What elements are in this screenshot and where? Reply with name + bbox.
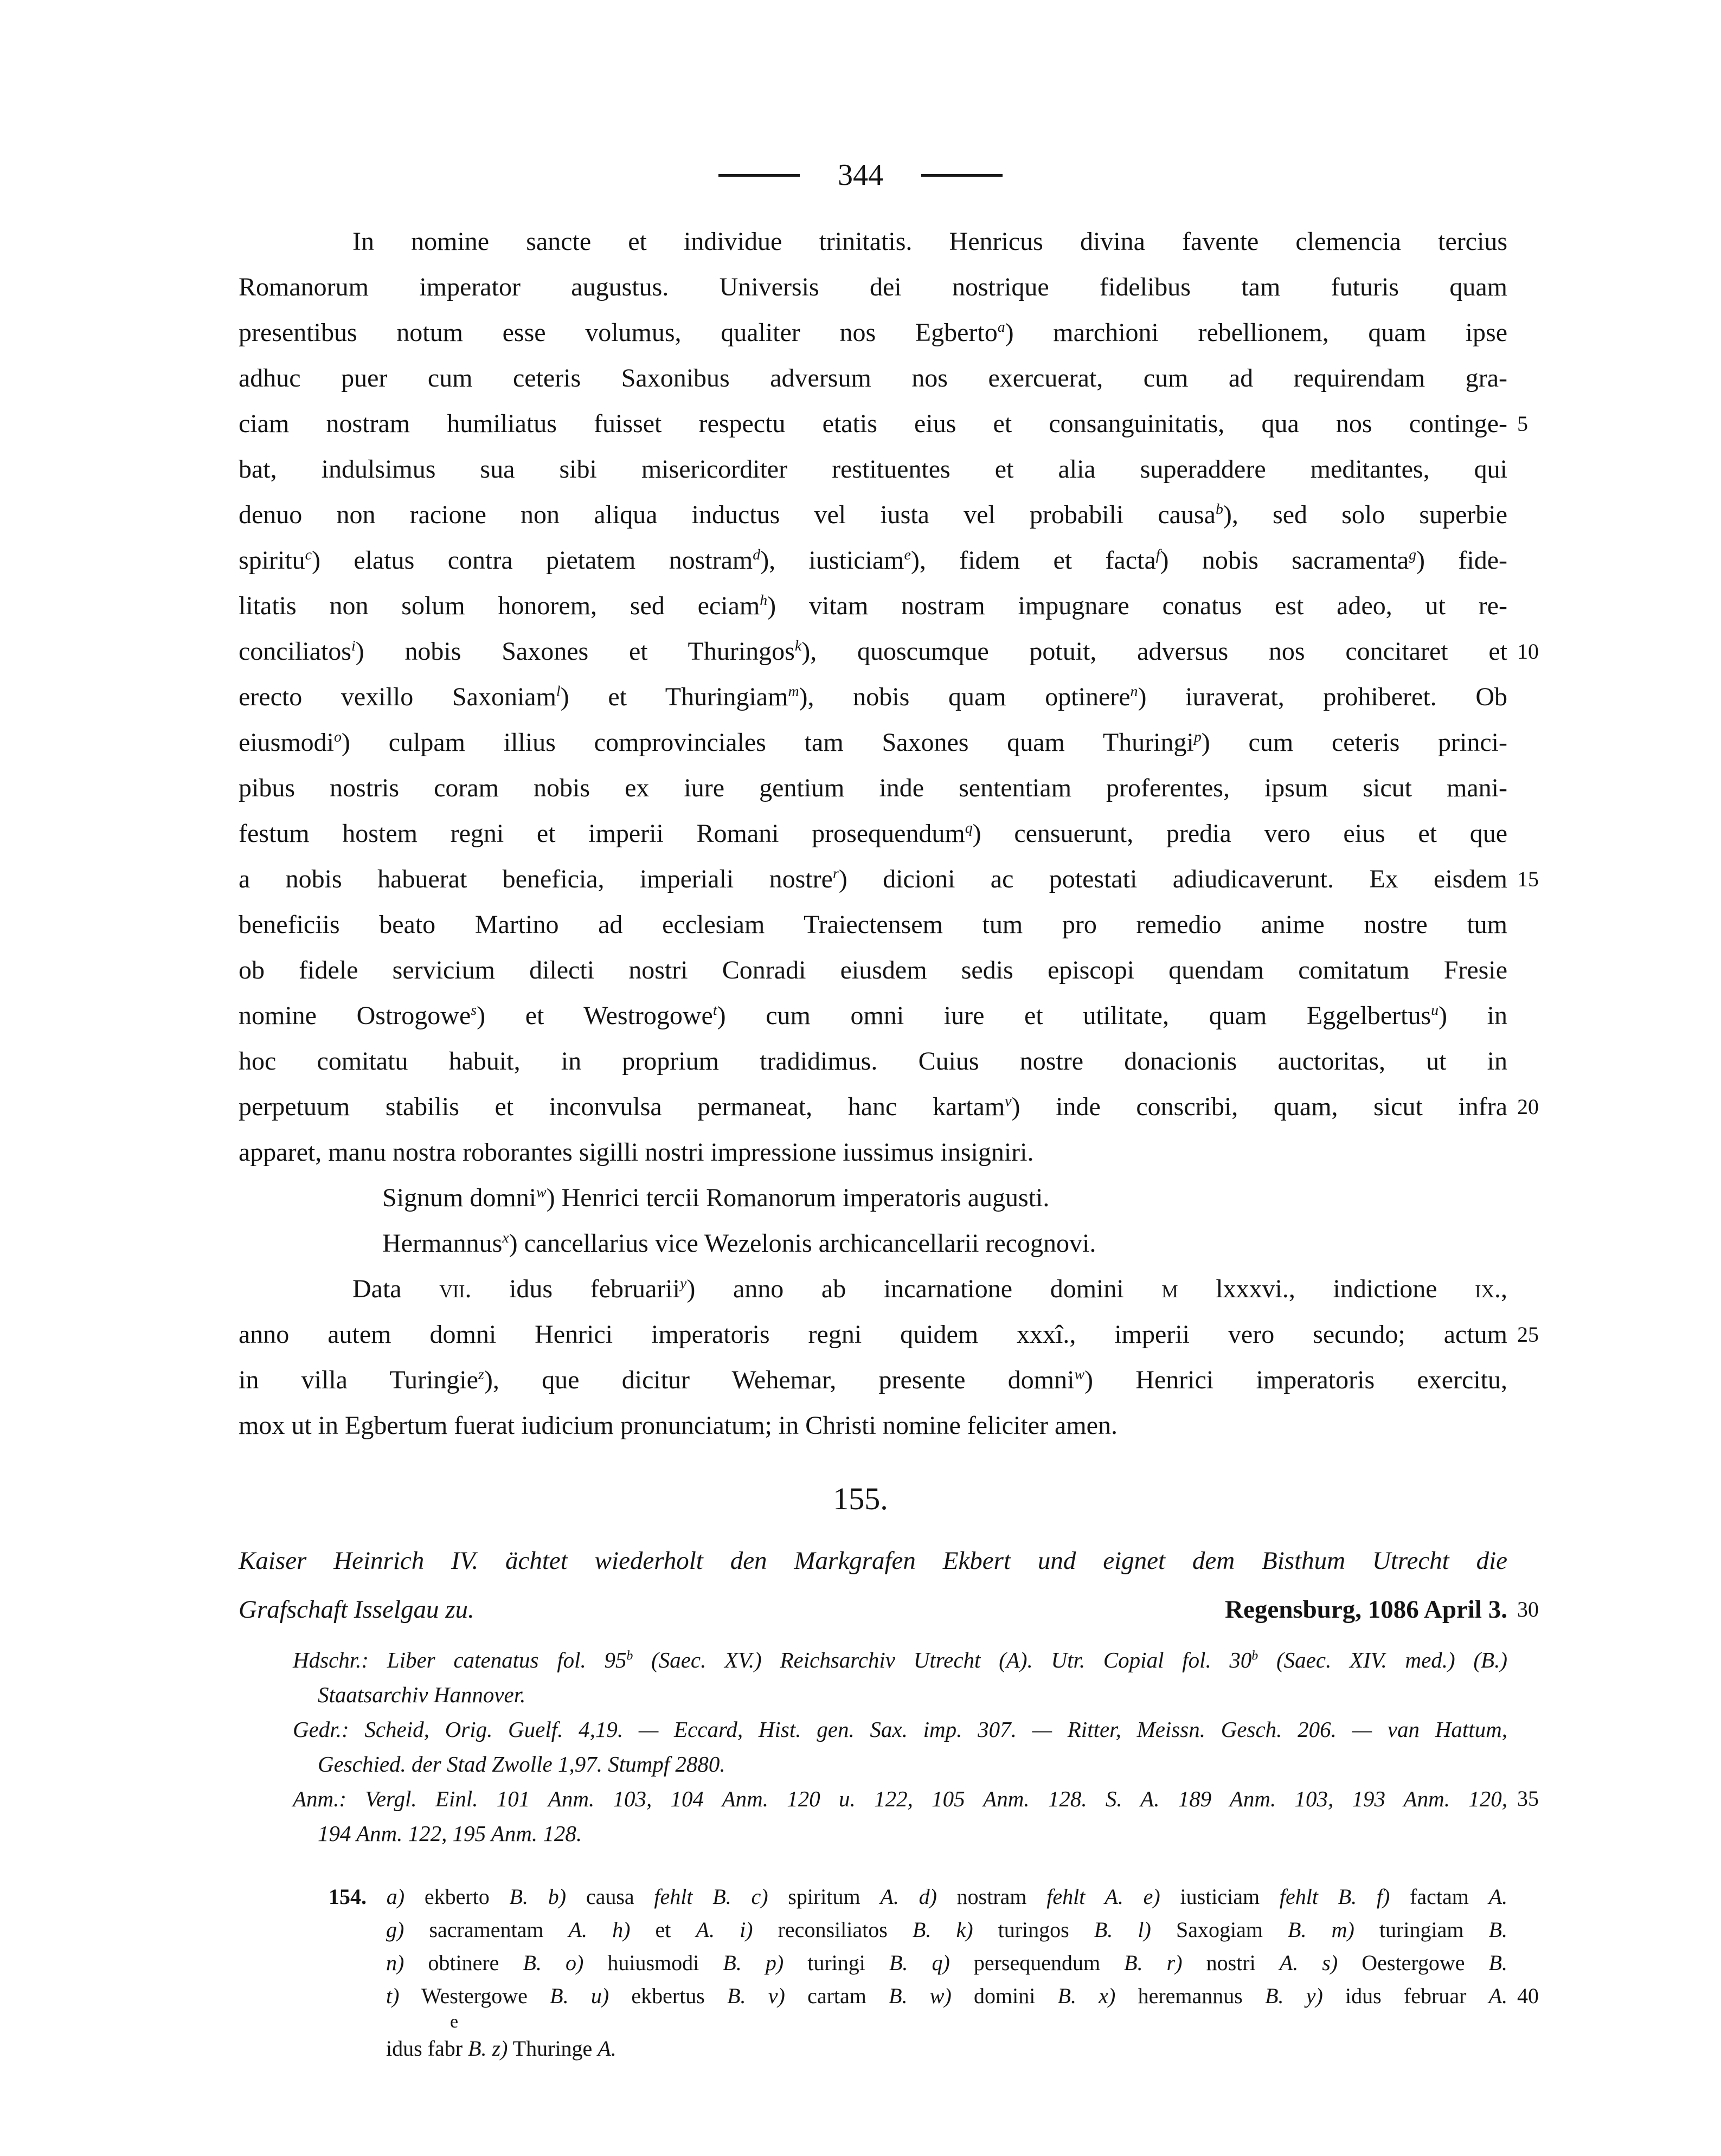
charter-text-line: in villa Turingie$^z$), que dicitur Wehemar, presente domni$^w$) Henrici imperatoris exercitu, bbox=[239, 1366, 1507, 1394]
charter-text-line: Romanorum imperator augustus. Universis dei nostrique fidelibus tam futuris quam bbox=[239, 273, 1507, 301]
charter-text-line: pibus nostris coram nobis ex iure gentium inde sententiam proferentes, ipsum sicut mani- bbox=[239, 774, 1507, 802]
margin-line-number: 25 bbox=[1517, 1322, 1539, 1347]
apparatus-block bbox=[329, 1880, 1539, 2065]
page-number: 344 bbox=[838, 158, 883, 192]
charter-text-line: litatis non solum honorem, sed eciam$^h$) vitam nostram impugnare conatus est adeo, ut re- bbox=[239, 591, 1507, 620]
margin-line-number: 20 bbox=[1517, 1095, 1539, 1119]
charter-text-line: ob fidele servicium dilecti nostri Conradi eiusdem sedis episcopi quendam comitatum Fresie bbox=[239, 956, 1507, 984]
apparatus-line: 154. a) ekberto B. b) causa fehlt B. c) spiritum A. d) nostram fehlt A. e) iusticiam fehlt B. f) factam A. bbox=[329, 1884, 1508, 1909]
charter-text-line: conciliatos$^i$) nobis Saxones et Thuringos$^k$), quoscumque potuit, adversus nos concitaret et 10 bbox=[239, 629, 1507, 674]
charter-text-line: adhuc puer cum ceteris Saxonibus adversum nos exercuerat, cum ad requirendam gra- bbox=[239, 364, 1507, 392]
apparatus-line: idus fabr B. z) Thuringe A. bbox=[386, 2036, 617, 2061]
header-rule-right bbox=[921, 174, 1003, 177]
charter-text-line: a nobis habuerat beneficia, imperiali nostre$^r$) dicioni ac potestati adiudicaverunt. Ex eisdem 15 bbox=[239, 857, 1507, 902]
charter-text-line: eiusmodi$^o$) culpam illius comprovinciales tam Saxones quam Thuringi$^p$) cum ceteris princi- bbox=[239, 728, 1507, 757]
source-note-line: Staatsarchiv Hannover. bbox=[318, 1682, 526, 1707]
apparatus-line: n) obtinere B. o) huiusmodi B. p) turingi B. q) persequendum B. r) nostri A. s) Oestergowe B. bbox=[386, 1951, 1508, 1975]
header-rule-left bbox=[718, 174, 800, 177]
charter-text-line: Hermannus$^x$) cancellarius vice Wezelonis archicancellarii recognovi. bbox=[382, 1229, 1096, 1258]
charter-text-line: spiritu$^c$) elatus contra pietatem nostram$^d$), iusticiam$^e$), fidem et facta$^f$) nobis sacramenta$^g$) fide- bbox=[239, 546, 1508, 575]
charter-text-line: Data vii. idus februarii$^y$) anno ab incarnatione domini m lxxxvi., indictione ix., bbox=[352, 1275, 1508, 1303]
charter-text-line: In nomine sancte et individue trinitatis. Henricus divina favente clemencia tercius bbox=[352, 227, 1507, 256]
margin-line-number: 35 bbox=[1517, 1786, 1539, 1811]
charter-text-line: bat, indulsimus sua sibi misericorditer restituentes et alia superaddere meditantes, qui bbox=[239, 455, 1507, 484]
margin-line-number: 30 bbox=[1517, 1597, 1539, 1621]
charter-text-line: ciam nostram humiliatus fuisset respectu etatis eius et consanguinitatis, qua nos continge- 5 bbox=[239, 401, 1507, 447]
charter-text-line: apparet, manu nostra roborantes sigilli nostri impressione iussimus insigniri. bbox=[239, 1138, 1034, 1167]
charter-text-line: hoc comitatu habuit, in proprium tradidimus. Cuius nostre donacionis auctoritas, ut in bbox=[239, 1047, 1507, 1076]
source-note-line: 194 Anm. 122, 195 Anm. 128. bbox=[318, 1821, 582, 1846]
source-note-line: Hdschr.: Liber catenatus fol. 95$^b$ (Saec. XV.) Reichsarchiv Utrecht (A). Utr. Copial fol. 30$^b$ (Saec. XIV. med.) (B.) bbox=[293, 1647, 1507, 1672]
charter-text-line: perpetuum stabilis et inconvulsa permaneat, hanc kartam$^v$) inde conscribi, quam, sicut infra 20 bbox=[239, 1084, 1507, 1130]
source-note-line: Anm.: Vergl. Einl. 101 Anm. 103, 104 Anm. 120 u. 122, 105 Anm. 128. S. A. 189 Anm. 103, 193 Anm. 120, 35 bbox=[293, 1781, 1507, 1816]
source-note-line: Gedr.: Scheid, Orig. Guelf. 4,19. — Eccard, Hist. gen. Sax. imp. 307. — Ritter, Meissn. Gesch. 206. — van Hattum, bbox=[293, 1717, 1507, 1742]
charter-text-line: Signum domni$^w$) Henrici tercii Romanorum imperatoris augusti. bbox=[382, 1183, 1050, 1212]
margin-line-number: 10 bbox=[1517, 639, 1539, 664]
entry-number: 155. bbox=[833, 1481, 888, 1516]
charter-text-line: denuo non racione non aliqua inductus vel iusta vel probabili causa$^b$), sed solo superbie bbox=[239, 500, 1508, 529]
source-note-line: Geschied. der Stad Zwolle 1,97. Stumpf 2880. bbox=[318, 1752, 725, 1777]
entry-heading-row2 bbox=[239, 1585, 1539, 1634]
charter-text-line: erecto vexillo Saxoniam$^l$) et Thuringiam$^m$), nobis quam optinere$^n$) iuraverat, prohiberet. Ob bbox=[239, 683, 1508, 711]
apparatus-line: e bbox=[450, 2012, 459, 2032]
charter-text-line: nomine Ostrogowe$^s$) et Westrogowe$^t$) cum omni iure et utilitate, quam Eggelbertus$^u$) in bbox=[239, 1001, 1508, 1030]
margin-line-number: 15 bbox=[1517, 867, 1539, 891]
source-notes-block bbox=[293, 1643, 1539, 1851]
charter-text-line: mox ut in Egbertum fuerat iudicium pronunciatum; in Christi nomine feliciter amen. bbox=[239, 1411, 1118, 1440]
page-header bbox=[0, 0, 1721, 194]
margin-line-number: 5 bbox=[1517, 411, 1528, 436]
charter-text-line: anno autem domni Henrici imperatoris regni quidem xxxî., imperii vero secundo; actum 25 bbox=[239, 1312, 1507, 1357]
entry-place-date: Regensburg, 1086 April 3. bbox=[1225, 1595, 1507, 1624]
entry-summary-line2: Grafschaft Isselgau zu. bbox=[239, 1595, 474, 1624]
apparatus-line: g) sacramentam A. h) et A. i) reconsiliatos B. k) turingos B. l) Saxogiam B. m) turingiam B. bbox=[386, 1917, 1507, 1942]
charter-text-line: beneficiis beato Martino ad ecclesiam Traiectensem tum pro remedio anime nostre tum bbox=[239, 910, 1507, 939]
charter-text-line: presentibus notum esse volumus, qualiter nos Egberto$^a$) marchioni rebellionem, quam ipse bbox=[239, 318, 1508, 347]
apparatus-line: t) Westergowe B. u) ekbertus B. v) cartam B. w) domini B. x) heremannus B. y) idus februar A. 40 bbox=[386, 1979, 1507, 2012]
entry-heading bbox=[239, 1536, 1539, 1634]
entry-summary-line1: Kaiser Heinrich IV. ächtet wiederholt den Markgrafen Ekbert und eignet dem Bisthum Utrecht die bbox=[239, 1547, 1507, 1575]
margin-line-number: 40 bbox=[1517, 1984, 1539, 2008]
charter-text-block bbox=[239, 219, 1539, 1449]
charter-text-line: festum hostem regni et imperii Romani prosequendum$^q$) censuerunt, predia vero eius et que bbox=[239, 819, 1507, 848]
